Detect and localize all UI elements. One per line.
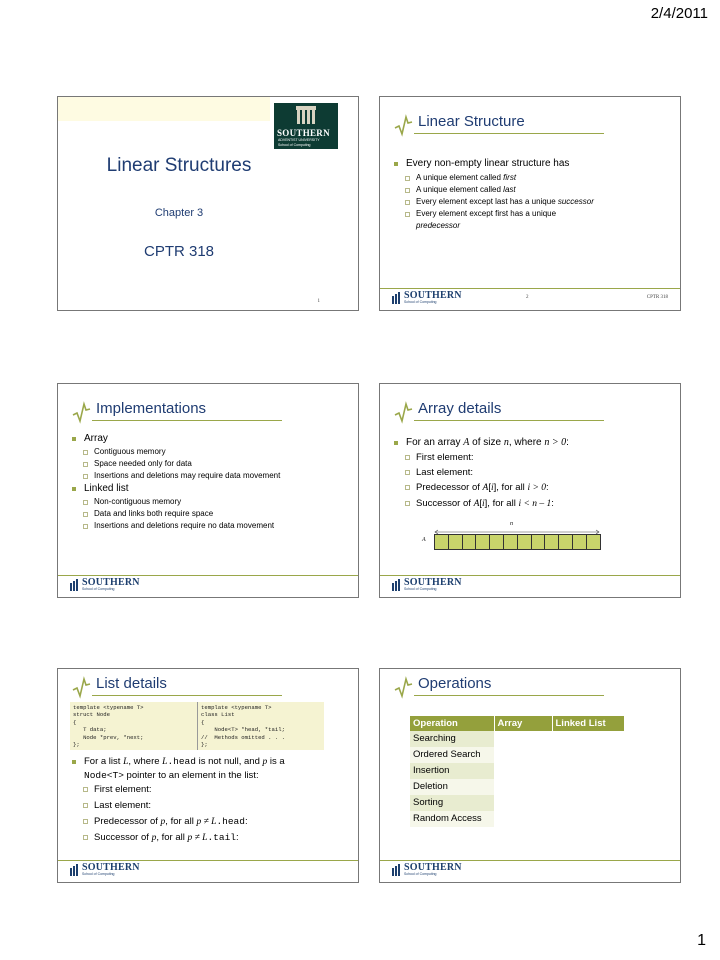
- sub-bullet-item: Last element:: [72, 798, 348, 814]
- sub-bullet-item: Successor of A[i], for all i < n – 1:: [394, 496, 670, 512]
- pulse-icon: [394, 675, 414, 699]
- table-header-row: [410, 716, 624, 731]
- slide-6: [379, 668, 681, 883]
- sub-bullet-item: Contiguous memory: [72, 446, 348, 458]
- sub-bullet-item: Every element except first has a unique predecessor: [394, 208, 670, 232]
- sub-bullet-item: Every element except last has a unique successor: [394, 196, 670, 208]
- table-row: Random Access: [410, 811, 624, 827]
- array-cell: [518, 534, 532, 550]
- sub-bullet-item: Insertions and deletions require no data movement: [72, 520, 348, 532]
- slide-footer: [380, 856, 680, 882]
- pulse-icon: [394, 400, 414, 424]
- title-banner: [58, 97, 270, 121]
- slide-4: [379, 383, 681, 598]
- slide-1: [57, 96, 359, 311]
- array-cell: [573, 534, 587, 550]
- bullet-list: [72, 432, 348, 532]
- slide-footer: [58, 571, 358, 597]
- page-number: 1: [697, 932, 706, 949]
- array-cell: [545, 534, 559, 550]
- list-code: template <typename T> class List { Node<T> *head, *tail; // Methods omitted . . . };: [197, 702, 324, 750]
- bullet-item: For an array A of size n, where n > 0:: [394, 436, 670, 450]
- bullet-list: [72, 755, 348, 846]
- array-cell: [435, 534, 449, 550]
- footer-logo: SOUTHERN School of Computing: [392, 862, 452, 880]
- footer-logo: SOUTHERN School of Computing: [392, 577, 452, 595]
- slide-number: 2: [526, 295, 529, 300]
- course-label: CPTR 318: [143, 243, 215, 260]
- sub-bullet-item: A unique element called first: [394, 172, 670, 184]
- sub-bullet-item: First element:: [394, 450, 670, 465]
- array-cell: [587, 534, 601, 550]
- table-row: Sorting: [410, 795, 624, 811]
- sub-bullet-item: Predecessor of A[i], for all i > 0:: [394, 480, 670, 496]
- array-cell: [559, 534, 573, 550]
- sub-bullet-item: First element:: [72, 782, 348, 798]
- slide-title: Array details: [418, 400, 502, 417]
- operations-table: [410, 716, 625, 827]
- page-date: 2/4/2011: [650, 5, 708, 22]
- footer-logo: SOUTHERN School of Computing: [392, 290, 452, 308]
- array-cell: [532, 534, 546, 550]
- sub-bullet-item: A unique element called last: [394, 184, 670, 196]
- slide-5: [57, 668, 359, 883]
- array-cell: [476, 534, 490, 550]
- sub-bullet-item: Non-contiguous memory: [72, 496, 348, 508]
- sub-bullet-item: Last element:: [394, 465, 670, 480]
- slide-2: [379, 96, 681, 311]
- university-logo: SOUTHERN ADVENTIST UNIVERSITY School of Computing: [274, 103, 338, 149]
- slide-title: Implementations: [96, 400, 207, 417]
- chapter-label: Chapter 3: [154, 207, 204, 219]
- slide-footer: [380, 571, 680, 597]
- array-cell: [463, 534, 477, 550]
- bullet-item: Linked list: [72, 482, 348, 496]
- array-diagram: [434, 534, 601, 550]
- table-row: Ordered Search: [410, 747, 624, 763]
- bullet-item: Every non-empty linear structure has: [394, 157, 670, 171]
- node-code: template <typename T> struct Node { T data; Node *prev, *next; };: [73, 704, 144, 749]
- sub-bullet-item: Space needed only for data: [72, 458, 348, 470]
- bullet-list: [394, 436, 670, 512]
- sub-bullet-item: Insertions and deletions may require data movement: [72, 470, 348, 482]
- array-cell: [504, 534, 518, 550]
- array-size-label: n: [510, 521, 513, 527]
- slide-footer: [58, 856, 358, 882]
- bullet-item: For a list L, where L.head is not null, and p is a Node<T> pointer to an element in the list:: [72, 755, 348, 782]
- column-header: Array: [494, 716, 552, 731]
- table-row: Deletion: [410, 779, 624, 795]
- slide-title: List details: [96, 675, 167, 692]
- slide-title: Operations: [418, 675, 492, 692]
- footer-course: CPTR 318: [646, 295, 668, 300]
- slide-3: [57, 383, 359, 598]
- bullet-item: Array: [72, 432, 348, 446]
- slide-title: Linear Structures: [106, 155, 252, 176]
- array-name-label: A: [422, 537, 426, 543]
- array-cell: [490, 534, 504, 550]
- array-cell: [449, 534, 463, 550]
- footer-logo: SOUTHERN School of Computing: [70, 577, 130, 595]
- sub-bullet-item: Data and links both require space: [72, 508, 348, 520]
- slide-title: Linear Structure: [418, 113, 525, 130]
- code-block: [70, 702, 324, 750]
- sub-bullet-item: Successor of p, for all p ≠ L.tail:: [72, 830, 348, 846]
- pulse-icon: [394, 113, 414, 137]
- column-header: Linked List: [552, 716, 624, 731]
- slide-footer: [380, 284, 680, 310]
- slide-number: 1: [317, 299, 320, 304]
- footer-logo: SOUTHERN School of Computing: [70, 862, 130, 880]
- table-row: Searching: [410, 731, 624, 747]
- bullet-list: [394, 157, 670, 232]
- pulse-icon: [72, 400, 92, 424]
- column-header: Operation: [410, 716, 494, 731]
- table-row: Insertion: [410, 763, 624, 779]
- pulse-icon: [72, 675, 92, 699]
- sub-bullet-item: Predecessor of p, for all p ≠ L.head:: [72, 814, 348, 830]
